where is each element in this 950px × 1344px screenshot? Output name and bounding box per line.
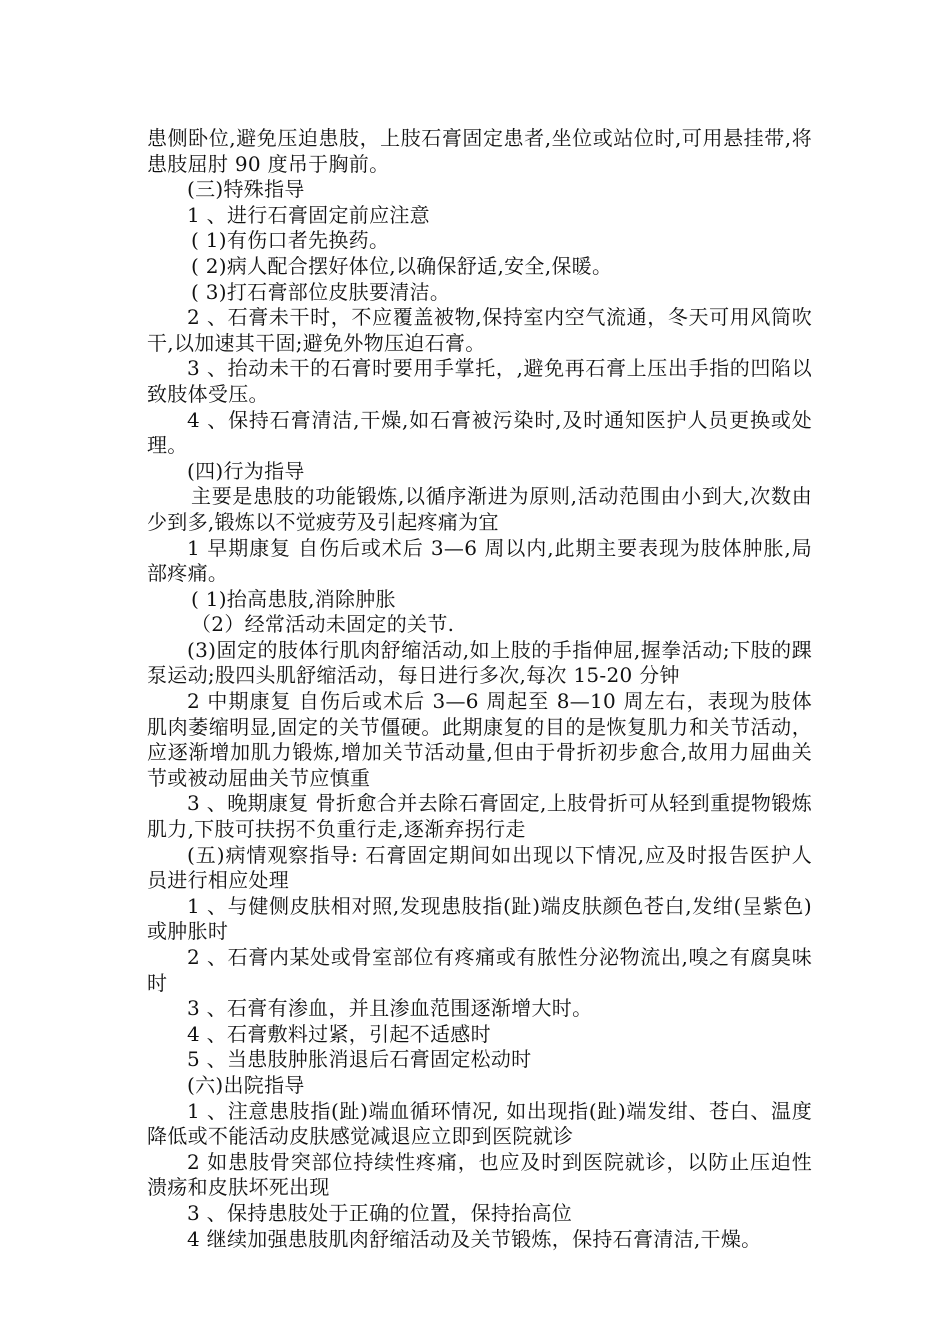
list-item-correct-position: 3 、保持患肢处于正确的位置，保持抬高位 — [187, 1200, 573, 1225]
list-item-skin-color: 1 、与健侧皮肤相对照,发现患肢指(趾)端皮肤颜色苍白,发绀(呈紫色)或肿胀时 — [147, 893, 812, 944]
list-item-skin-clean: ( 3)打石膏部位皮肤要清洁。 — [191, 279, 451, 304]
paragraph-late-rehab: 3 、晚期康复 骨折愈合并去除石膏固定,上肢骨折可从轻到重提物锻炼肌力,下肢可扶拐不负重行走,逐渐弃拐行走 — [147, 791, 812, 842]
paragraph-pre-cast-notes: 1 、进行石膏固定前应注意 — [187, 202, 430, 227]
section-heading-special-guidance: (三)特殊指导 — [187, 177, 305, 202]
list-item-positioning: ( 2)病人配合摆好体位,以确保舒适,安全,保暖。 — [191, 253, 613, 278]
paragraph-mid-rehab: 2 中期康复 自伤后或术后 3—6 周起至 8—10 周左右，表现为肢体肌肉萎缩明显,固定的关节僵硬。此期康复的目的是恢复肌力和关节活动，应逐渐增加肌力锻炼,增加关节活动量,但由于骨折初步愈合,故用力屈曲关节或被动屈曲关节应慎重 — [147, 689, 812, 790]
list-item-wound-dressing: ( 1)有伤口者先换药。 — [191, 228, 390, 253]
list-item-continue-exercise: 4 继续加强患肢肌肉舒缩活动及关节锻炼，保持石膏清洁,干燥。 — [187, 1226, 762, 1251]
list-item-loose-cast: 5 、当患肢肿胀消退后石膏固定松动时 — [187, 1047, 532, 1072]
list-item-muscle-contraction: (3)固定的肢体行肌肉舒缩活动,如上肢的手指伸屈,握拳活动;下肢的踝泵运动;股四头肌舒缩活动，每日进行多次,每次 15-20 分钟 — [147, 637, 812, 688]
document-body — [147, 126, 812, 1252]
section-heading-behavior-guidance: (四)行为指导 — [187, 458, 305, 483]
list-item-too-tight: 4 、石膏敷料过紧，引起不适感时 — [187, 1021, 491, 1046]
list-item-elevate-limb: ( 1)抬高患肢,消除肿胀 — [191, 586, 396, 611]
list-item-move-free-joints: （2）经常活动未固定的关节. — [191, 612, 455, 637]
paragraph-cast-drying: 2 、石膏未干时，不应覆盖被物,保持室内空气流通，冬天可用风筒吹干,以加速其干固;避免外物压迫石膏。 — [147, 305, 812, 355]
paragraph-arm-sling: 患侧卧位,避免压迫患肢，上肢石膏固定患者,坐位或站位时,可用悬挂带,将患肢屈肘 90 度吊于胸前。 — [147, 126, 812, 176]
list-item-circulation-check: 1 、注意患肢指(趾)端血循环情况, 如出现指(趾)端发绀、苍白、温度降低或不能活动皮肤感觉减退应立即到医院就诊 — [147, 1098, 812, 1149]
paragraph-cast-handling: 3 、抬动未干的石膏时要用手掌托，,避免再石膏上压出手指的凹陷以致肢体受压。 — [147, 356, 812, 406]
list-item-pain-discharge: 2 、石膏内某处或骨室部位有疼痛或有脓性分泌物流出,嗅之有腐臭味时 — [147, 945, 812, 995]
paragraph-early-rehab: 1 早期康复 自伤后或术后 3—6 周以内,此期主要表现为肢体肿胀,局部疼痛。 — [147, 535, 812, 586]
list-item-bleeding: 3 、石膏有渗血，并且渗血范围逐渐增大时。 — [187, 996, 593, 1021]
list-item-persistent-pain: 2 如患肢骨突部位持续性疼痛，也应及时到医院就诊，以防止压迫性溃疡和皮肤坏死出现 — [147, 1149, 812, 1200]
paragraph-cast-clean: 4 、保持石膏清洁,干燥,如石膏被污染时,及时通知医护人员更换或处理。 — [147, 407, 812, 458]
section-heading-discharge-guidance: (六)出院指导 — [187, 1072, 305, 1097]
paragraph-exercise-principle: 主要是患肢的功能锻炼,以循序渐进为原则,活动范围由小到大,次数由少到多,锻炼以不觉疲劳及引起疼痛为宜 — [147, 484, 812, 534]
section-heading-observation-guidance: (五)病情观察指导: 石膏固定期间如出现以下情况,应及时报告医护人员进行相应处理 — [147, 842, 812, 893]
